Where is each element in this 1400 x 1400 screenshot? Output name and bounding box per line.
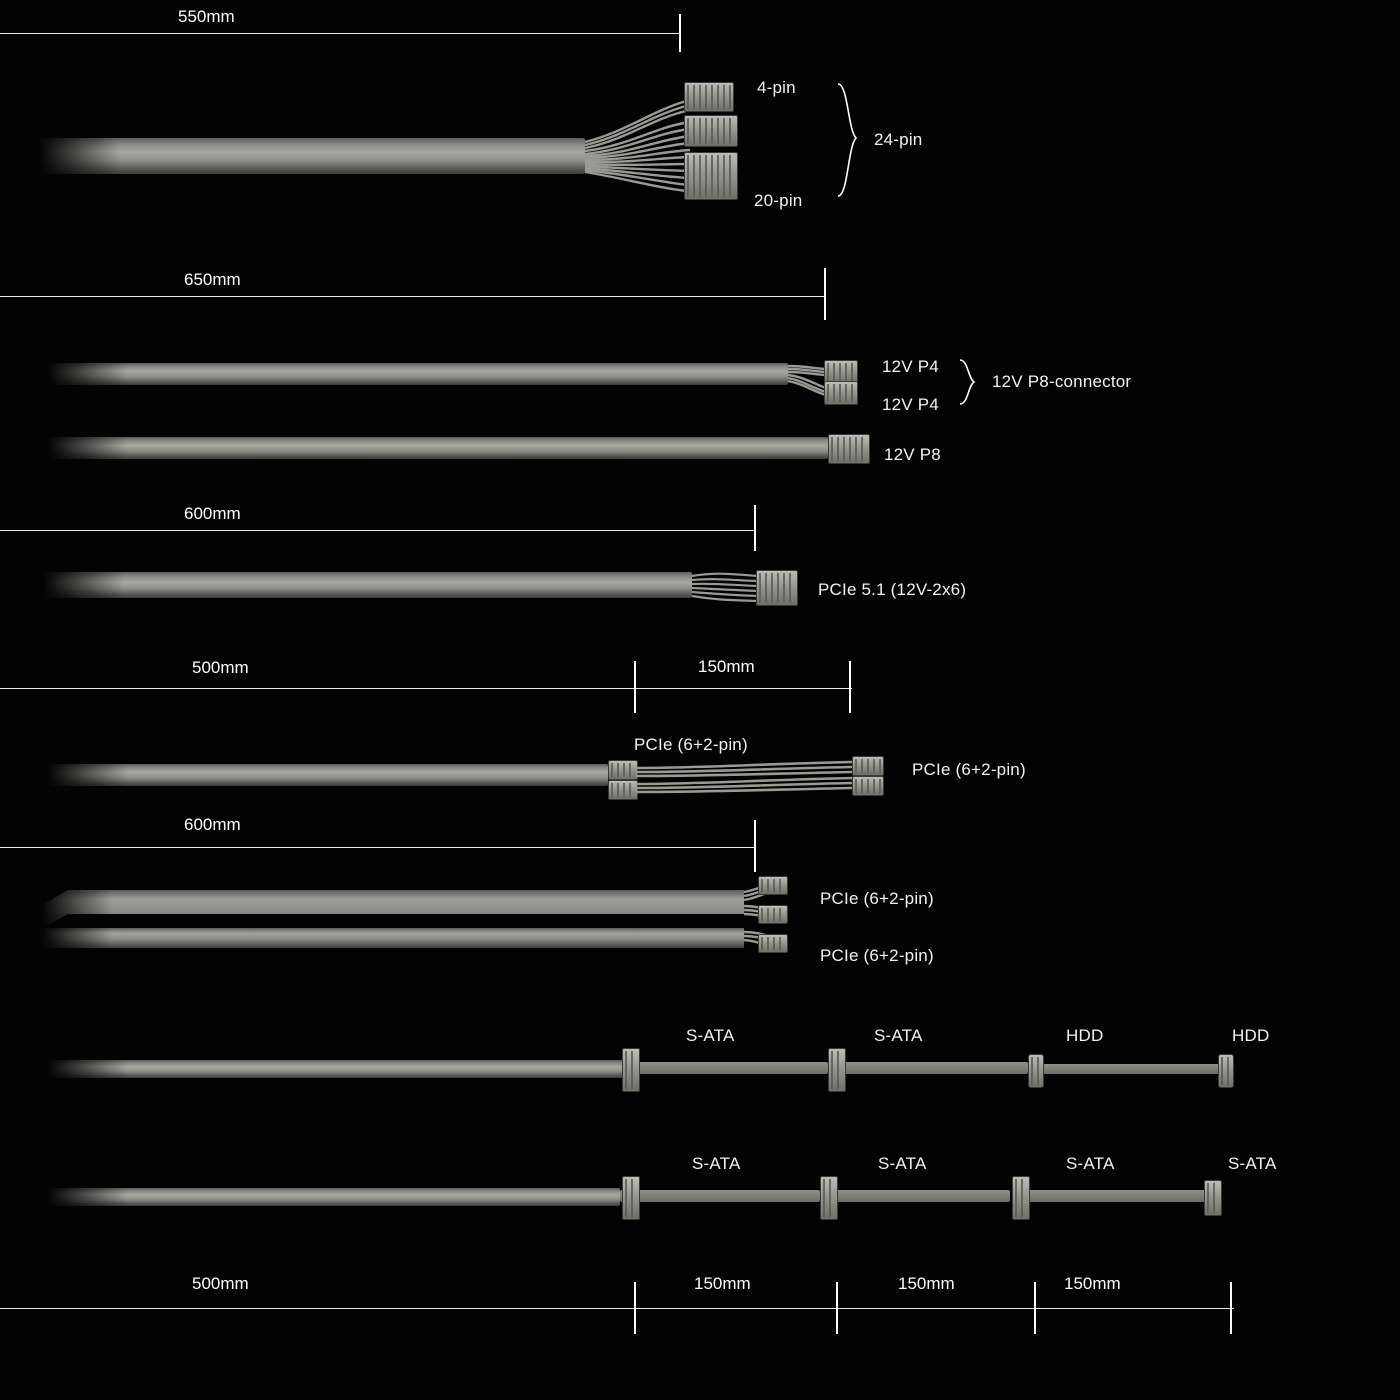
cpu-cable-fade-a [48, 363, 128, 385]
connector-pcie-5-1 [756, 570, 798, 606]
label-20-pin: 20-pin [754, 191, 803, 210]
label-pcie-b2: PCIe (6+2-pin) [820, 946, 934, 965]
label-sata-1: S-ATA [686, 1026, 735, 1045]
label-12v-p4-a: 12V P4 [882, 357, 939, 376]
label-sata-4: S-ATA [878, 1154, 927, 1173]
dimension-tick-bottom-2 [836, 1282, 838, 1334]
sata-hdd-wire-2 [840, 1062, 1028, 1074]
connector-hdd-2 [1218, 1054, 1234, 1088]
connector-4pin [684, 82, 734, 112]
sata-hdd-cable-fade [48, 1060, 128, 1078]
dimension-label-600-a: 600mm [184, 504, 241, 523]
connector-sata-3 [622, 1176, 640, 1220]
label-24-pin: 24-pin [874, 130, 923, 149]
cpu-cable-fade-b [48, 437, 128, 459]
dimension-label-650: 650mm [184, 270, 241, 289]
pcie51-cable-sleeve [44, 572, 692, 598]
connector-sata-2 [828, 1048, 846, 1092]
connector-pcie-6plus2-b1-lower [758, 905, 788, 924]
label-pcie-a2: PCIe (6+2-pin) [912, 760, 1026, 779]
connector-pcie-6plus2-a1-lower [608, 780, 638, 800]
dimension-tick-500-a [634, 661, 636, 713]
connector-pcie-6plus2-a2 [852, 756, 884, 776]
dimension-tick-550 [679, 14, 681, 52]
dimension-tick-bottom-3 [1034, 1282, 1036, 1334]
connector-20pin-upper [684, 115, 738, 147]
dimension-line-600-a [0, 530, 756, 531]
label-sata-6: S-ATA [1228, 1154, 1277, 1173]
label-12v-p8: 12V P8 [884, 445, 941, 464]
label-hdd-2: HDD [1232, 1026, 1270, 1045]
connector-hdd-1 [1028, 1054, 1044, 1088]
label-hdd-1: HDD [1066, 1026, 1104, 1045]
label-pcie-b1: PCIe (6+2-pin) [820, 889, 934, 908]
dimension-label-150-d: 150mm [1064, 1274, 1121, 1293]
atx-cable-fade [40, 138, 120, 174]
sata-quad-wire-2 [832, 1190, 1010, 1202]
sata-hdd-wire-1 [628, 1062, 828, 1074]
connector-pcie-6plus2-a2-lower [852, 776, 884, 796]
connector-sata-6 [1204, 1180, 1222, 1216]
dimension-tick-150-a [849, 661, 851, 713]
dimension-line-bottom [0, 1308, 1234, 1309]
connector-20pin-lower [684, 152, 738, 200]
connector-pcie-6plus2-b1 [758, 876, 788, 895]
sata-quad-cable-fade [48, 1188, 128, 1206]
label-12v-p4-b: 12V P4 [882, 395, 939, 414]
pcie-daisy-cable-sleeve [48, 764, 608, 786]
label-4-pin: 4-pin [757, 78, 796, 97]
dimension-label-150-b: 150mm [694, 1274, 751, 1293]
dimension-line-550 [0, 33, 681, 34]
dimension-line-650 [0, 296, 826, 297]
dimension-label-150-a: 150mm [698, 657, 755, 676]
dimension-label-150-c: 150mm [898, 1274, 955, 1293]
connector-sata-1 [622, 1048, 640, 1092]
sata-quad-wire-3 [1022, 1190, 1206, 1202]
dimension-line-600-b [0, 847, 756, 848]
cpu-cable-sleeve-b [48, 437, 828, 459]
atx-cable-sleeve [40, 138, 585, 174]
dimension-tick-600-b [754, 820, 756, 872]
dimension-tick-bottom-1 [634, 1282, 636, 1334]
connector-sata-4 [820, 1176, 838, 1220]
dimension-label-500-b: 500mm [192, 1274, 249, 1293]
dimension-line-500-a [0, 688, 852, 689]
sata-hdd-cable-sleeve [48, 1060, 628, 1078]
dimension-tick-600-a [754, 505, 756, 551]
connector-12v-p4-b [824, 381, 858, 405]
dimension-tick-650 [824, 268, 826, 320]
sata-hdd-wire-3 [1040, 1064, 1220, 1074]
label-sata-2: S-ATA [874, 1026, 923, 1045]
label-pcie-5-1: PCIe 5.1 (12V-2x6) [818, 580, 967, 599]
label-pcie-a1: PCIe (6+2-pin) [634, 735, 748, 754]
dimension-label-600-b: 600mm [184, 815, 241, 834]
pcie51-cable-fade [44, 572, 124, 598]
connector-12v-p8 [828, 434, 870, 464]
connector-pcie-6plus2-a1 [608, 760, 638, 780]
sata-quad-wire-1 [620, 1190, 820, 1202]
label-sata-5: S-ATA [1066, 1154, 1115, 1173]
sata-quad-cable-sleeve [48, 1188, 620, 1206]
label-12v-p8-connector: 12V P8-connector [992, 372, 1132, 391]
connector-sata-5 [1012, 1176, 1030, 1220]
dimension-label-500-a: 500mm [192, 658, 249, 677]
pcie-daisy-cable-fade [48, 764, 128, 786]
cpu-cable-sleeve-a [48, 363, 788, 385]
dimension-tick-bottom-4 [1230, 1282, 1232, 1334]
connector-pcie-6plus2-b2 [758, 934, 788, 953]
dimension-label-550: 550mm [178, 7, 235, 26]
label-sata-3: S-ATA [692, 1154, 741, 1173]
